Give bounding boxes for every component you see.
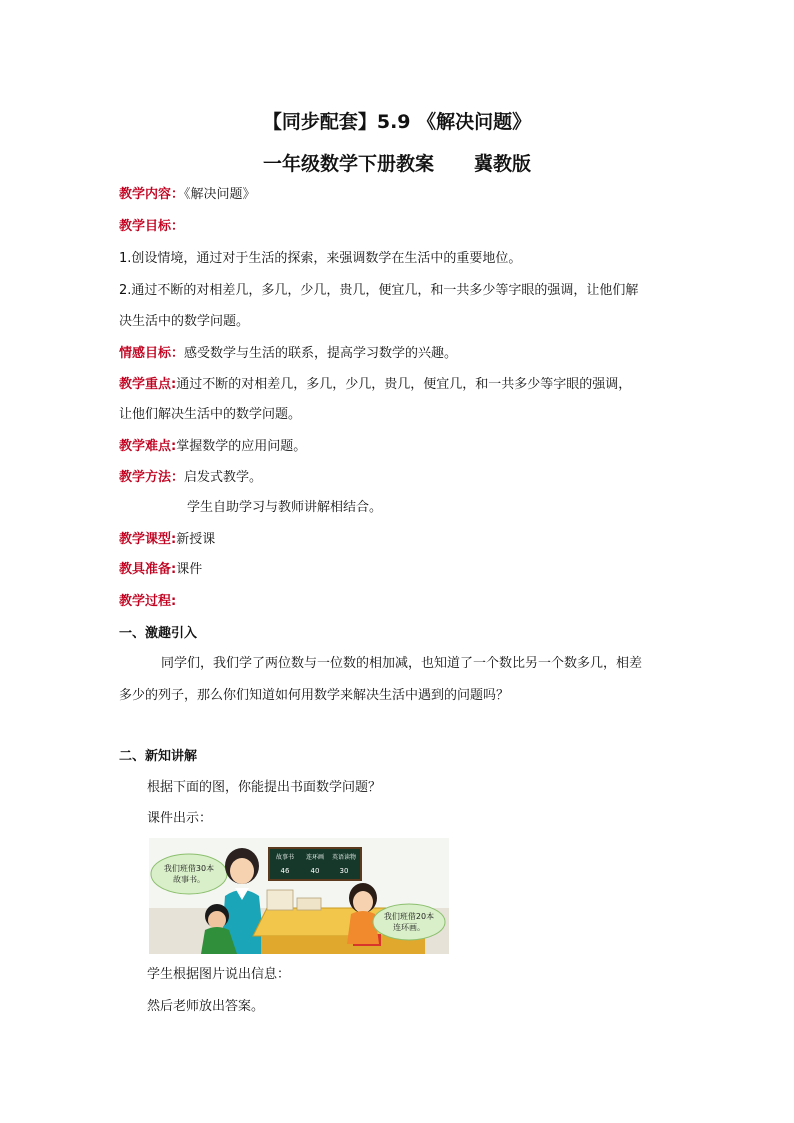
process-label-text: 教学过程:	[119, 594, 177, 609]
teaching-process-label	[119, 593, 176, 611]
teaching-tools-label: 教具准备:	[119, 562, 177, 577]
speech-bubble-left	[151, 854, 227, 894]
blackboard	[269, 848, 361, 880]
teaching-difficulty-label: 教学难点:	[119, 439, 177, 454]
book-stack-2	[297, 898, 321, 910]
bubble-left-line2: 故事书。	[173, 875, 205, 884]
teaching-method-line2: 学生自助学习与教师讲解相结合。	[187, 500, 383, 515]
board-value-1: 46	[280, 867, 290, 875]
board-value-3: 30	[339, 867, 349, 875]
lesson-type-text: 新授课	[176, 532, 216, 547]
teaching-difficulty	[119, 438, 306, 456]
doc-title-line1: 【同步配套】5.9 《解决问题》	[262, 111, 532, 133]
teaching-content	[119, 186, 256, 204]
teaching-tools-text: 课件	[176, 562, 203, 577]
board-header-1: 故事书	[275, 854, 295, 861]
emotion-goal	[119, 345, 457, 363]
section1-paragraph-line2: 多少的列子，那么你们知道如何用数学来解决生活中遇到的问题吗？	[119, 688, 510, 703]
board-value-2: 40	[310, 867, 320, 875]
section1-paragraph-line1: 同学们，我们学了两位数与一位数的相加减，也知道了一个数比另一个数多几，相差	[161, 656, 643, 671]
goal-item-2-line2: 决生活中的数学问题。	[119, 314, 250, 329]
board-header-2: 连环画	[305, 854, 325, 861]
goal-item-1: 1.创设情境，通过对于生活的探索，来强调数学在生活中的重要地位。	[119, 251, 522, 266]
bubble-right-line2: 连环画。	[393, 923, 425, 932]
board-header-3: 英语读物	[331, 854, 357, 861]
section2-paragraph-2: 课件出示：	[147, 811, 213, 826]
doc-title-subject: 一年级数学下册教案	[262, 153, 434, 175]
section2-paragraph-3: 学生根据图片说出信息：	[147, 967, 291, 982]
teaching-key-label: 教学重点:	[119, 377, 177, 392]
section1-heading: 一、激趣引入	[119, 626, 198, 641]
courseware-illustration	[149, 838, 449, 954]
teaching-content-label: 教学内容：	[119, 187, 185, 202]
emotion-goal-label: 情感目标：	[119, 346, 185, 361]
lesson-type	[119, 531, 215, 549]
teaching-key-text: 通过不断的对相差几，多几，少几，贵几，便宜几，和一共多少等字眼的强调，	[176, 377, 632, 392]
bubble-left-line1: 我们班借30本	[163, 864, 215, 873]
goal-item-2-line1: 2.通过不断的对相差几，多几，少几，贵几，便宜几，和一共多少等字眼的强调，让他们解	[119, 283, 639, 298]
section2-paragraph-1: 根据下面的图，你能提出书面数学问题？	[147, 780, 382, 795]
doc-title-edition: 冀教版	[474, 153, 532, 175]
teaching-difficulty-text: 掌握数学的应用问题。	[176, 439, 307, 454]
teaching-key-line2: 让他们解决生活中的数学问题。	[119, 407, 302, 422]
teaching-method-label: 教学方法：	[119, 470, 185, 485]
goals-label-text: 教学目标：	[119, 219, 185, 234]
teaching-method-text: 启发式教学。	[184, 470, 263, 485]
teaching-method	[119, 469, 262, 487]
book-stack-1	[267, 890, 293, 910]
section2-heading: 二、新知讲解	[119, 749, 198, 764]
bubble-right-line1: 我们班借20本	[383, 912, 435, 921]
speech-bubble-right	[373, 904, 445, 940]
teaching-goals-label	[119, 218, 184, 236]
lesson-type-label: 教学课型:	[119, 532, 177, 547]
teaching-key	[119, 376, 631, 394]
teaching-tools	[119, 561, 202, 579]
emotion-goal-text: 感受数学与生活的联系，提高学习数学的兴趣。	[184, 346, 458, 361]
teaching-content-text: 《解决问题》	[184, 187, 256, 202]
section2-paragraph-4: 然后老师放出答案。	[147, 999, 265, 1014]
doc-title-line2	[0, 149, 794, 176]
